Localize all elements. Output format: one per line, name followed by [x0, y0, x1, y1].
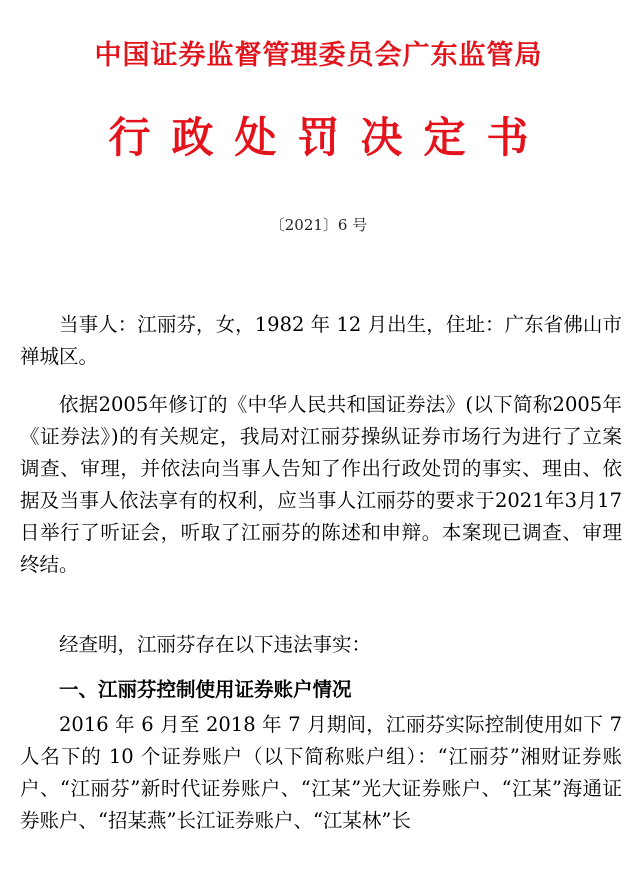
document-title: 行政处罚决定书 [108, 113, 550, 162]
issuing-agency: 中国证券监督管理委员会广东监管局 [94, 40, 543, 71]
section-heading: 一、江丽芬控制使用证券账户情况 [59, 678, 352, 701]
legal-basis-paragraph: 依据2005年修订的《中华人民共和国证券法》(以下简称2005年《证券法》)的有关规定，我局对江丽芬操纵证券市场行为进行了立案调查、审理，并依法向当事人告知了作出行政处罚的事实、理由、依据及当事人依法享有的权利，应当事人江丽芬的要求于2021年3月17日举行了听证会，听取了江丽芬的陈述和申辩。本案现已调查、审理终结。 [20, 393, 622, 576]
document-number: 〔2021〕6 号 [269, 216, 368, 234]
party-paragraph: 当事人：江丽芬，女，1982 年 12 月出生，住址：广东省佛山市禅城区。 [20, 313, 622, 368]
findings-intro: 经查明，江丽芬存在以下违法事实： [59, 633, 372, 656]
section-paragraph: 2016 年 6 月至 2018 年 7 月期间，江丽芬实际控制使用如下 7 人名下的 10 个证券账户（以下简称账户组）：“江丽芬”湘财证券账户、“江丽芬”新时代证券账户、“江某”光大证券账户、“江某”海通证券账户、“招某燕”长江证券账户、“江某林”长 [20, 713, 622, 832]
